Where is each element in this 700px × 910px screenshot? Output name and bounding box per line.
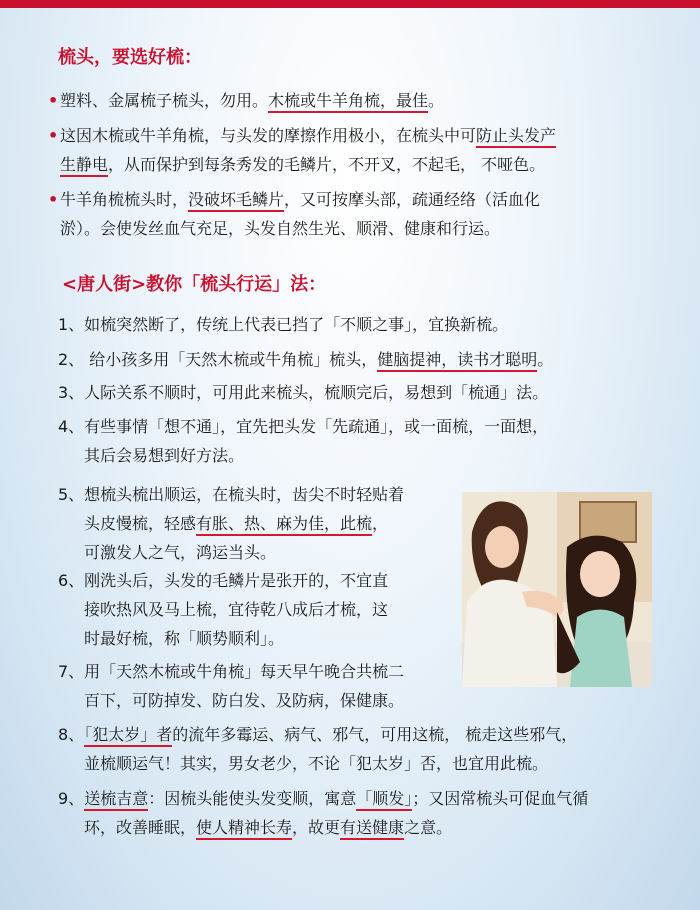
list-item-6: 6、刚洗头后，头发的毛鳞片是张开的，不宜直 接吹热风及马上梳，宜待乾八成后才梳，这 时最好梳，称「顺势顺利」。: [58, 571, 389, 648]
mother-combing-daughter-photo: [462, 492, 652, 687]
list-item-5: 5、想梳头梳出顺运，在梳头时，齿尖不时轻贴着 头皮慢梳，轻感有胀、热、麻为佳，此梳， 可激发人之气，鸿运当头。: [58, 485, 405, 562]
top-accent-bar: [0, 0, 700, 8]
bullet-dot-icon: •: [48, 126, 59, 145]
list-item-7: 7、用「天然木梳或牛角梳」每天早午晚合共梳二 百下，可防掉发、防白发、及防病，保健康。: [58, 662, 405, 710]
list-item-4: 4、有些事情「想不通」，宜先把头发「先疏通」，或一面梳，一面想， 其后会易想到好方法。: [58, 417, 549, 465]
list-item-9: 9、送梳吉意：因梳头能使头发变顺，寓意「顺发」；又因常梳头可促血气循 环，改善睡眠，使人精神长寿，故更有送健康之意。: [58, 784, 588, 842]
list-item-8: 8、「犯太岁」者的流年多霉运、病气、邪气，可用这梳， 梳走这些邪气， 並梳顺运气！其实，男女老少，不论「犯太岁」否，也宜用此梳。: [58, 725, 578, 773]
bullet-dot-icon: •: [48, 91, 59, 110]
section1-title: 梳头，要选好梳：: [58, 47, 202, 68]
list-item-2: 2、 给小孩多用「天然木梳或牛角梳」梳头，健脑提神，读书才聪明。: [58, 345, 553, 374]
bullet-2: • 这因木梳或牛羊角梳，与头发的摩擦作用极小，在梳头中可防止头发产 生静电，从而保护到每条秀发的毛鳞片，不开叉，不起毛， 不哑色。: [60, 121, 660, 179]
list-item-3: 3、人际关系不顺时，可用此来梳头，梳顺完后，易想到「梳通」法。: [58, 383, 549, 402]
bullet-dot-icon: •: [48, 190, 59, 209]
list-item-1: 1、如梳突然断了，传统上代表已挡了「不顺之事」，宜换新梳。: [58, 315, 509, 334]
photo-illustration: [462, 492, 652, 687]
section2-title: <唐人街>教你「梳头行运」法：: [62, 274, 327, 295]
bullet-1: • 塑料、金属梳子梳头，勿用。木梳或牛羊角梳，最佳。: [60, 86, 660, 115]
bullet-3: • 牛羊角梳梳头时，没破坏毛鳞片，又可按摩头部，疏通经络（活血化 淤）。会使发丝血气充足，头发自然生光、顺滑、健康和行运。: [60, 185, 660, 243]
